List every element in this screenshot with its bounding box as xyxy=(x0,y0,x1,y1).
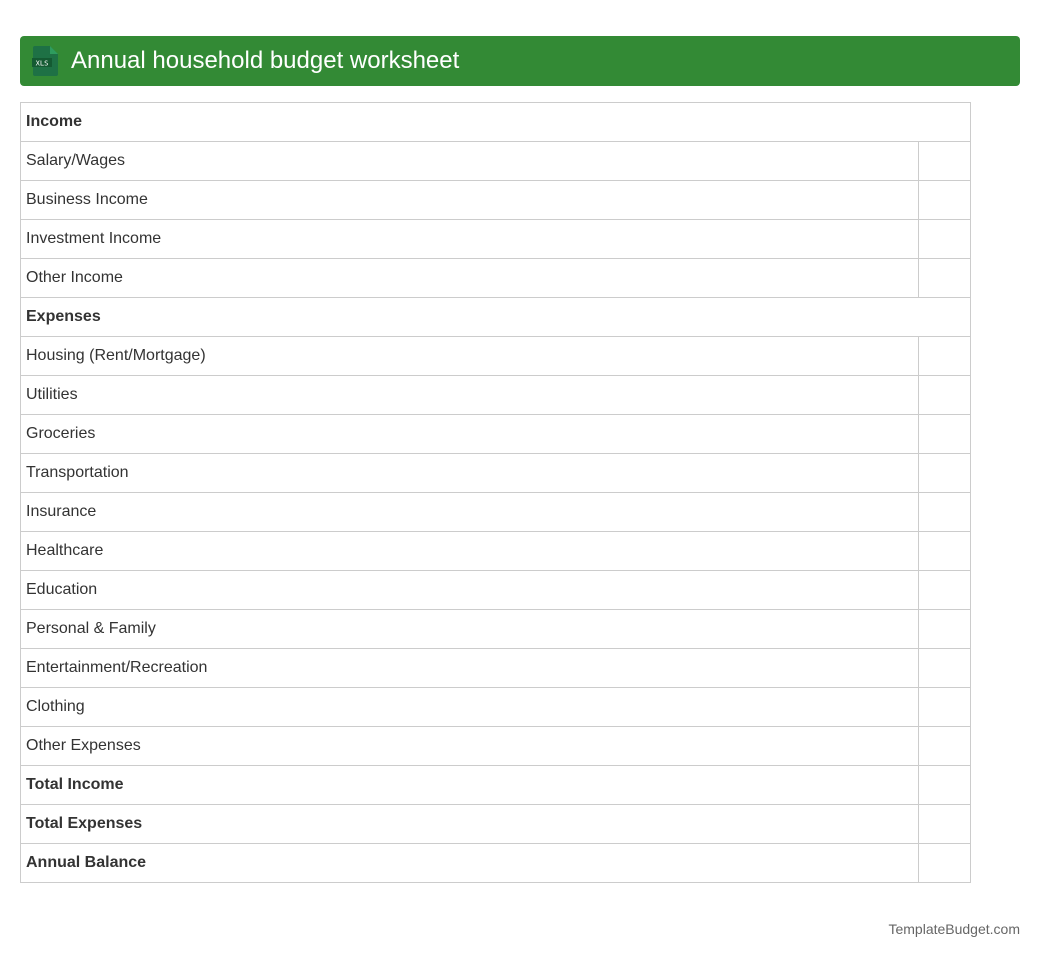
value-cell[interactable] xyxy=(919,610,971,649)
row-label: Total Income xyxy=(21,766,919,805)
svg-text:XLS: XLS xyxy=(35,59,49,68)
row-label: Annual Balance xyxy=(21,844,919,883)
section-row-expenses xyxy=(21,298,971,337)
value-cell[interactable] xyxy=(919,766,971,805)
section-label: Expenses xyxy=(21,298,971,337)
table-row xyxy=(21,727,971,766)
xls-file-icon xyxy=(32,46,58,76)
table-row xyxy=(21,688,971,727)
section-label: Income xyxy=(21,103,971,142)
value-cell[interactable] xyxy=(919,220,971,259)
row-label: Utilities xyxy=(21,376,919,415)
page-header xyxy=(20,36,1020,86)
value-cell[interactable] xyxy=(919,142,971,181)
value-cell[interactable] xyxy=(919,688,971,727)
row-label: Total Expenses xyxy=(21,805,919,844)
value-cell[interactable] xyxy=(919,181,971,220)
total-row-income xyxy=(21,766,971,805)
table-row xyxy=(21,181,971,220)
table-row xyxy=(21,571,971,610)
table-row xyxy=(21,454,971,493)
table-row xyxy=(21,220,971,259)
row-label: Transportation xyxy=(21,454,919,493)
section-row-income xyxy=(21,103,971,142)
value-cell[interactable] xyxy=(919,454,971,493)
table-row xyxy=(21,493,971,532)
row-label: Housing (Rent/Mortgage) xyxy=(21,337,919,376)
value-cell[interactable] xyxy=(919,259,971,298)
value-cell[interactable] xyxy=(919,727,971,766)
row-label: Salary/Wages xyxy=(21,142,919,181)
table-row xyxy=(21,259,971,298)
row-label: Insurance xyxy=(21,493,919,532)
value-cell[interactable] xyxy=(919,493,971,532)
row-label: Other Expenses xyxy=(21,727,919,766)
table-row xyxy=(21,649,971,688)
row-label: Entertainment/Recreation xyxy=(21,649,919,688)
table-row xyxy=(21,337,971,376)
row-label: Healthcare xyxy=(21,532,919,571)
value-cell[interactable] xyxy=(919,805,971,844)
table-row xyxy=(21,415,971,454)
value-cell[interactable] xyxy=(919,415,971,454)
value-cell[interactable] xyxy=(919,337,971,376)
row-label: Investment Income xyxy=(21,220,919,259)
table-row xyxy=(21,376,971,415)
value-cell[interactable] xyxy=(919,844,971,883)
value-cell[interactable] xyxy=(919,571,971,610)
row-label: Groceries xyxy=(21,415,919,454)
value-cell[interactable] xyxy=(919,649,971,688)
table-row xyxy=(21,142,971,181)
value-cell[interactable] xyxy=(919,532,971,571)
row-label: Clothing xyxy=(21,688,919,727)
value-cell[interactable] xyxy=(919,376,971,415)
row-label: Education xyxy=(21,571,919,610)
table-row xyxy=(21,532,971,571)
total-row-balance xyxy=(21,844,971,883)
row-label: Other Income xyxy=(21,259,919,298)
total-row-expenses xyxy=(21,805,971,844)
budget-table xyxy=(20,102,971,883)
page-title: Annual household budget worksheet xyxy=(71,47,460,74)
row-label: Personal & Family xyxy=(21,610,919,649)
footer-credit: TemplateBudget.com xyxy=(888,921,1020,937)
table-row xyxy=(21,610,971,649)
row-label: Business Income xyxy=(21,181,919,220)
